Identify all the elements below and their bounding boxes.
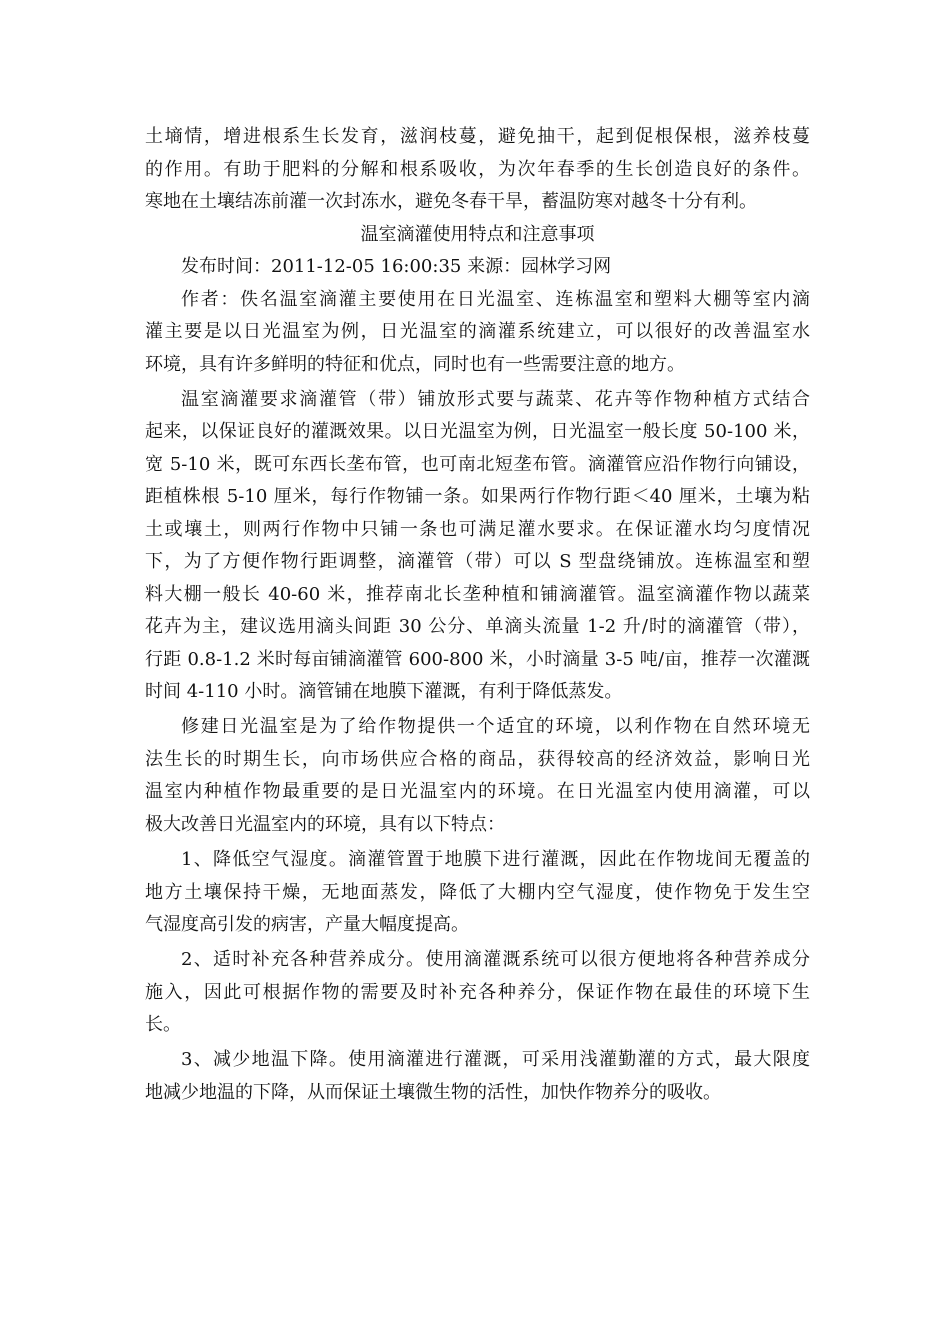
feature-nutrients-line: 2、适时补充各种营养成分。使用滴灌溉系统可以很方便地将各种营养成分 (181, 949, 810, 971)
paragraph-layout-line: 料大棚一般长 40-60 米，推荐南北长垄种植和铺滴灌管。温室滴灌作物以蔬菜 (145, 583, 810, 605)
feature-soil-temperature-line: 3、减少地温下降。使用滴灌进行灌溉，可采用浅灌勤灌的方式，最大限度 (181, 1049, 810, 1071)
paragraph-layout-line: 时间 4-110 小时。滴管铺在地膜下灌溉，有利于降低蒸发。 (145, 681, 623, 703)
paragraph-purpose-line: 极大改善日光温室内的环境，具有以下特点： (145, 813, 505, 835)
paragraph-layout-line: 距植株根 5-10 厘米，每行作物铺一条。如果两行作物行距＜40 厘米，土壤为粘 (145, 486, 810, 508)
paragraph-layout-line: 起来，以保证良好的灌溉效果。以日光温室为例，日光温室一般长度 50-100 米， (145, 421, 810, 443)
feature-nutrients-line: 长。 (145, 1014, 181, 1036)
article-title-line: 温室滴灌使用特点和注意事项 (360, 223, 595, 245)
paragraph-layout (145, 384, 810, 709)
paragraph-intro-line: 作者：佚名温室滴灌主要使用在日光温室、连栋温室和塑料大棚等室内滴 (181, 288, 810, 310)
paragraph-layout-line: 温室滴灌要求滴灌管（带）铺放形式要与蔬菜、花卉等作物种植方式结合 (181, 388, 810, 410)
feature-nutrients (145, 944, 810, 1042)
paragraph-intro-line: 环境，具有许多鲜明的特征和优点，同时也有一些需要注意的地方。 (145, 353, 685, 375)
paragraph-purpose-line: 法生长的时期生长，向市场供应合格的商品，获得较高的经济效益，影响日光 (145, 748, 810, 770)
paragraph-purpose-line: 温室内种植作物最重要的是日光温室内的环境。在日光温室内使用滴灌，可以 (145, 781, 810, 803)
paragraph-layout-line: 花卉为主，建议选用滴头间距 30 公分、单滴头流量 1-2 升/时的滴灌管（带）， (145, 616, 810, 638)
paragraph-intro (145, 284, 810, 382)
paragraph-layout-line: 行距 0.8-1.2 米时每亩铺滴灌管 600-800 米，小时滴量 3-5 吨/亩，推荐一次灌溉 (145, 648, 810, 670)
paragraph-intro-line: 灌主要是以日光温室为例，日光温室的滴灌系统建立，可以很好的改善温室水 (145, 321, 810, 342)
feature-nutrients-line: 施入，因此可根据作物的需要及时补充各种养分，保证作物在最佳的环境下生 (145, 981, 810, 1003)
paragraph-winter-irrigation-line: 土墒情，增进根系生长发育，滋润枝蔓，避免抽干，起到促根保根，滋养枝蔓 (145, 126, 810, 147)
feature-humidity-line: 1、降低空气湿度。滴灌管置于地膜下进行灌溉，因此在作物垅间无覆盖的 (181, 849, 810, 871)
article-title (145, 219, 810, 252)
paragraph-winter-irrigation-line: 的作用。有助于肥料的分解和根系吸收，为次年春季的生长创造良好的条件。 (145, 158, 810, 180)
article-meta-line: 发布时间：2011-12-05 16:00:35 来源：园林学习网 (181, 256, 612, 277)
paragraph-purpose (145, 711, 810, 841)
feature-humidity-line: 地方土壤保持干燥，无地面蒸发，降低了大棚内空气湿度，使作物免于发生空 (145, 881, 810, 903)
article-meta (145, 251, 810, 284)
paragraph-layout-line: 宽 5-10 米，既可东西长垄布管，也可南北短垄布管。滴灌管应沿作物行向铺设， (145, 453, 810, 475)
feature-soil-temperature (145, 1044, 810, 1109)
document-page (145, 121, 810, 1109)
paragraph-layout-line: 土或壤土，则两行作物中只铺一条也可满足灌水要求。在保证灌水均匀度情况 (145, 518, 810, 540)
feature-soil-temperature-line: 地减少地温的下降，从而保证土壤微生物的活性，加快作物养分的吸收。 (145, 1081, 721, 1103)
paragraph-layout-line: 下，为了方便作物行距调整，滴灌管（带）可以 S 型盘绕铺放。连栋温室和塑 (145, 551, 810, 573)
feature-humidity-line: 气湿度高引发的病害，产量大幅度提高。 (145, 914, 469, 936)
feature-humidity (145, 844, 810, 942)
paragraph-winter-irrigation (145, 121, 810, 219)
paragraph-winter-irrigation-line: 寒地在土壤结冻前灌一次封冻水，避免冬春干旱，蓄温防寒对越冬十分有利。 (145, 191, 757, 212)
paragraph-purpose-line: 修建日光温室是为了给作物提供一个适宜的环境，以利作物在自然环境无 (181, 716, 810, 738)
